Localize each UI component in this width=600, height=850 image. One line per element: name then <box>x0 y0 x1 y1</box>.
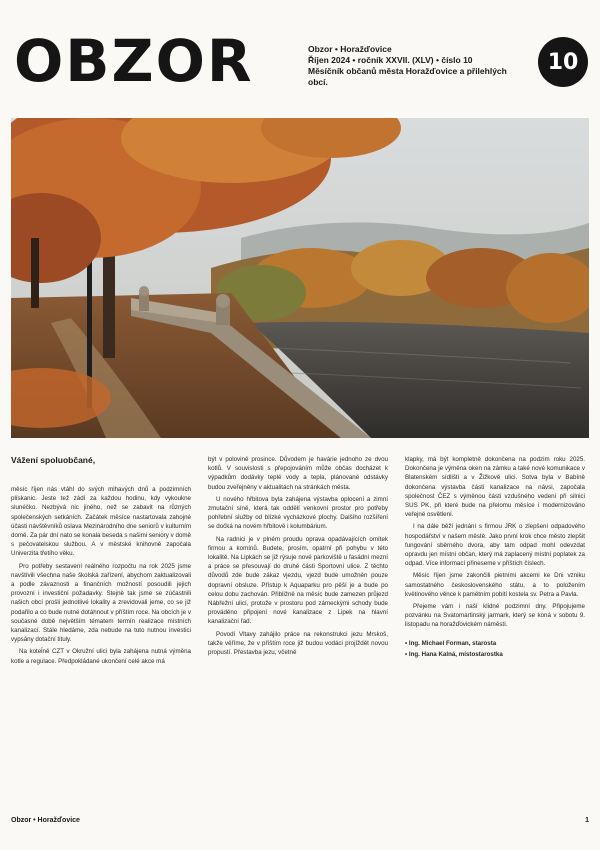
article-paragraph: Povodí Vltavy zahájilo práce na rekonstrukci jezu Mrskoš, takže věříme, že v příštím roce již budou vodáci projíždět novou propustí. Přestavba jezu, včetně <box>208 630 388 657</box>
newspaper-title: OBZOR <box>14 27 254 95</box>
issue-meta <box>308 44 528 88</box>
meta-description: Měsíčník občanů města Horažďovice a přilehlých obcí. <box>308 66 507 87</box>
article-paragraph: Přejeme vám i naší klidné podzimní dny. Připojujeme pozvánku na Svatomartinský jarmark, který se koná v sobotu 9. listopadu na horažďovickém náměstí. <box>405 603 585 629</box>
article-paragraph: klapky, má být kompletně dokončena na podzim roku 2025. Dokončena je výměna oken na zámku a také nové komunikace v Blatenském sídlišti a v Žižkově ulici. Sotva byla v Babíně dokončena výstavba části kanalizace na návsi, započala společnost ČEZ s výměnou části vzdušného vedení při silnici SUS PK, při které bude na přelomu měsíce i modernizováno veřejné osvětlení. <box>405 456 585 519</box>
autumn-riverside-photo <box>11 118 589 438</box>
article-paragraph: Měsíc říjen jsme zakončili pietními akcemi ke Dni vzniku samostatného československého státu, a to položením květinového věnce k pamětním pobití kostela sv. Petra a Pavla. <box>405 572 585 598</box>
signatures <box>405 638 585 660</box>
autumn-riverside-illustration <box>11 118 589 438</box>
article-column-2 <box>208 455 388 660</box>
meta-issue-info: Říjen 2024 • ročník XXVII. (XLV) • číslo 10 <box>308 55 473 65</box>
signature-deputy-mayor: • Ing. Hana Kalná, místostarostka <box>405 649 585 660</box>
article-paragraph: Pro potřeby sestavení reálného rozpočtu na rok 2025 jsme navštívili všechna naše školská zařízení, abychom zaktualizovali a podle závaznosti a finančních možností posoudili jejich provozní i investiční požadavky. Stejně tak jsme se zúčastnili našich obcí prošli jednotlivé lokality a zrevidovali jeme, co se již podařilo a co bude nutné dotáhnout v příštím roce. Na obcích je v současné době největším tématem termín realizace místních kanalizací. Stále hledáme, zda nebude na tuto nutnou investici vypsány dotační tituly. <box>11 562 191 644</box>
article-paragraph: Na koteĺně CZT v Okružní ulici byla zahájena nutná výměna kotle a regulace. Předpokládané ukončení celé akce má <box>11 648 191 665</box>
article-paragraph: Na radnici je v plném proudu oprava opadávajících omítek firmou a komínů. Budete, prosím, opatrní při pohybu v této lokalitě. Na Lipkách se již rýsuje nové parkoviště u fasádní mezní a práce se přesouvají do druhé části Sportovní ulice. Z těchto důvodů zde bude zákaz vjezdu, vjezd bude umožněn pouze dopravní obsluze. Přístup k Aquaparku pro pěší je a bude po celou dobu zachován. Přibližně na měsíc bude zamezen průjezd Nábřežní ulicí, protože v prostoru pod zámeckými schody bude prováděno připojení nové kanalizace z Lipek na hlavní kanalizační řad. <box>208 535 388 626</box>
issue-number-badge: 10 <box>538 37 588 87</box>
article-greeting: Vážení spoluobčané, <box>11 455 96 465</box>
footer-publication: Obzor • Horažďovice <box>11 817 80 824</box>
article-paragraph: být v polovině prosince. Důvodem je havárie jednoho ze dvou kotlů. V souvislosti s přepojováním může občas docházet k výpadkům dodávky teplé vody a tepla, plánované odstávky budou zveřejněny v aktualitách na stránkách města. <box>208 456 388 491</box>
article-column-1 <box>11 455 191 669</box>
signature-mayor: • Ing. Michael Forman, starosta <box>405 638 585 649</box>
article-column-3 <box>405 455 585 660</box>
page-number: 1 <box>585 817 589 824</box>
article-paragraph: I na dále běží jednání s firmou JRK o zlepšení odpadového hospodářství v našem městě. Jako první krok chce město zlepšit fungování sběrného dvora, aby tam odpad mohl odevzdat opravdu jen místní občan, který má zaplacený místní poplatek za odpad. Více informací přineseme v příštích číslech. <box>405 523 585 568</box>
article-columns <box>11 455 589 810</box>
masthead <box>14 24 588 112</box>
article-paragraph: měsíc říjen nás vtáhl do svých mlhavých dnů a podzimních plískanic. Jeste tež zádí za každou hodinu, kdy vykoukne slunéčko. Nezbývá nic jiného, než se zabavit na různých společenských setkáních. Začátek měsíce nastartovala zahojné účasti návštěvníků oslava Mezinárodního dne seniorů v kulturním domě. Za pár dní nato se konala beseda s našimi seniory v domě s pečovatelskou službou. A v městské knihovně započala Univerzita třetího věku. <box>11 486 191 558</box>
meta-publication: Obzor • Horažďovice <box>308 44 392 54</box>
article-paragraph: U nového hřbitova byla zahájena výstavba oplocení a zimní zmutační síně, která tak oddělí venkovní prostor pro potřeby pohřební služby od blízké vycházkové plochy. Dalšího rozšíření se dočká na novém hřbitově i kolumbárium. <box>208 495 388 531</box>
page-footer <box>11 817 589 831</box>
